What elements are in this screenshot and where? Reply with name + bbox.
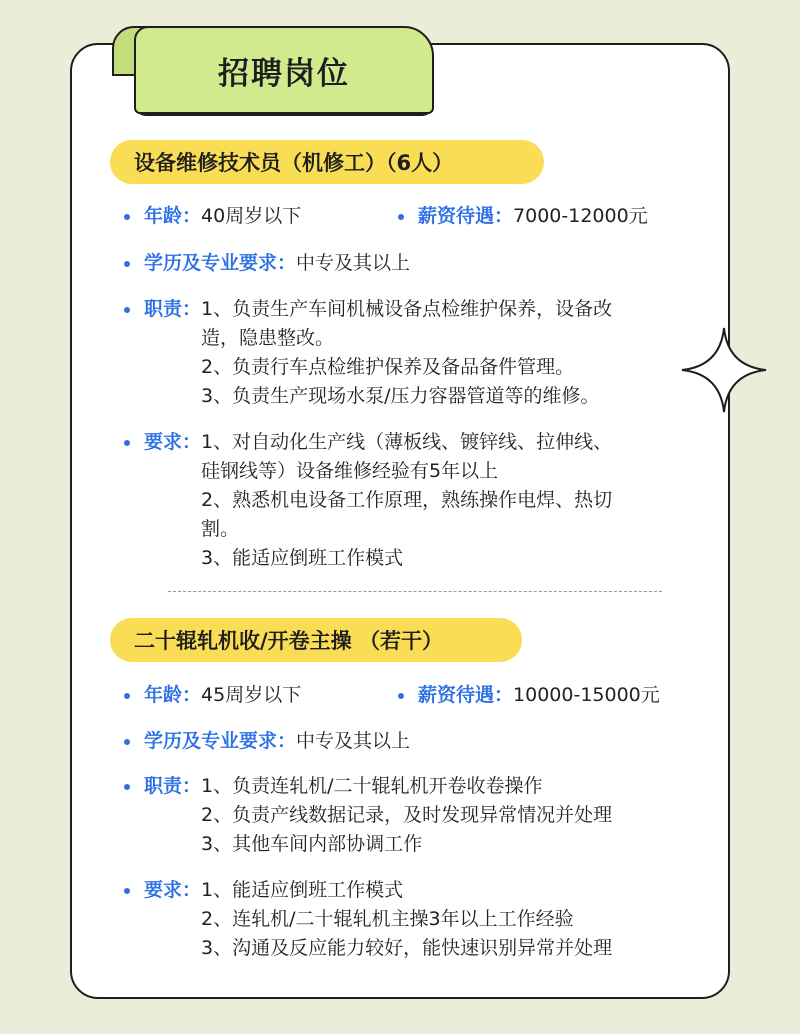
- duty-line: 造，隐患整改。: [201, 327, 335, 349]
- education-row: [124, 727, 410, 756]
- age-row: [124, 202, 301, 231]
- bullet-icon: [124, 739, 130, 745]
- duty-list: [201, 772, 612, 859]
- requirement-list: [201, 876, 612, 963]
- bullet-icon: [124, 888, 130, 894]
- education-label: 学历及专业要求：: [144, 252, 297, 274]
- salary-label: 薪资待遇：: [418, 684, 514, 706]
- job-title: 设备维修技术员（机修工）（6人）: [134, 151, 454, 175]
- age-label: 年龄：: [144, 205, 202, 227]
- duty-line: 2、负责行车点检维护保养及备品备件管理。: [201, 356, 575, 378]
- duty-line: 2、负责产线数据记录，及时发现异常情况并处理: [201, 804, 613, 826]
- requirement-line: 2、连轧机/二十辊轧机主操3年以上工作经验: [201, 908, 574, 930]
- education-value: 中专及其以上: [296, 252, 411, 274]
- bullet-icon: [398, 214, 404, 220]
- age-row: [124, 681, 301, 710]
- requirements-row: [124, 428, 612, 573]
- duty-label: 职责：: [144, 775, 202, 797]
- age-value: 40周岁以下: [201, 205, 302, 227]
- duty-line: 3、负责生产现场水泵/压力容器管道等的维修。: [201, 385, 600, 407]
- duty-label: 职责：: [144, 298, 202, 320]
- page-title: 招聘岗位: [218, 55, 350, 92]
- section-divider: [168, 591, 662, 592]
- requirement-line: 硅钢线等）设备维修经验有5年以上: [201, 460, 499, 482]
- age-value: 45周岁以下: [201, 684, 302, 706]
- bullet-icon: [124, 261, 130, 267]
- requirement-line: 2、熟悉机电设备工作原理，熟练操作电焊、热切: [201, 489, 613, 511]
- title-ribbon: [134, 26, 434, 114]
- salary-value: 10000-15000元: [513, 684, 660, 706]
- salary-label: 薪资待遇：: [418, 205, 514, 227]
- requirement-label: 要求：: [144, 879, 202, 901]
- requirements-row: [124, 876, 612, 963]
- requirement-line: 1、对自动化生产线（薄板线、镀锌线、拉伸线、: [201, 431, 613, 453]
- job-title: 二十辊轧机收/开卷主操 （若干）: [134, 629, 443, 653]
- duties-row: [124, 295, 612, 411]
- salary-row: [398, 202, 648, 231]
- age-label: 年龄：: [144, 684, 202, 706]
- education-label: 学历及专业要求：: [144, 730, 297, 752]
- requirement-line: 1、能适应倒班工作模式: [201, 879, 404, 901]
- requirement-line: 3、能适应倒班工作模式: [201, 547, 404, 569]
- education-value: 中专及其以上: [296, 730, 411, 752]
- duty-line: 1、负责连轧机/二十辊轧机开卷收卷操作: [201, 775, 543, 797]
- bullet-icon: [124, 693, 130, 699]
- duty-line: 3、其他车间内部协调工作: [201, 833, 423, 855]
- bullet-icon: [398, 693, 404, 699]
- requirement-list: [201, 428, 612, 573]
- sparkle-icon: [680, 326, 768, 414]
- bullet-icon: [124, 307, 130, 313]
- bullet-icon: [124, 214, 130, 220]
- bullet-icon: [124, 440, 130, 446]
- salary-row: [398, 681, 660, 710]
- salary-value: 7000-12000元: [513, 205, 648, 227]
- duties-row: [124, 772, 612, 859]
- bullet-icon: [124, 784, 130, 790]
- duty-list: [201, 295, 612, 411]
- duty-line: 1、负责生产车间机械设备点检维护保养，设备改: [201, 298, 613, 320]
- requirement-line: 3、沟通及反应能力较好，能快速识别异常并处理: [201, 937, 613, 959]
- requirement-line: 割。: [201, 518, 240, 540]
- requirement-label: 要求：: [144, 431, 202, 453]
- job-title-pill: [110, 140, 544, 184]
- job-title-pill: [110, 618, 522, 662]
- education-row: [124, 249, 410, 278]
